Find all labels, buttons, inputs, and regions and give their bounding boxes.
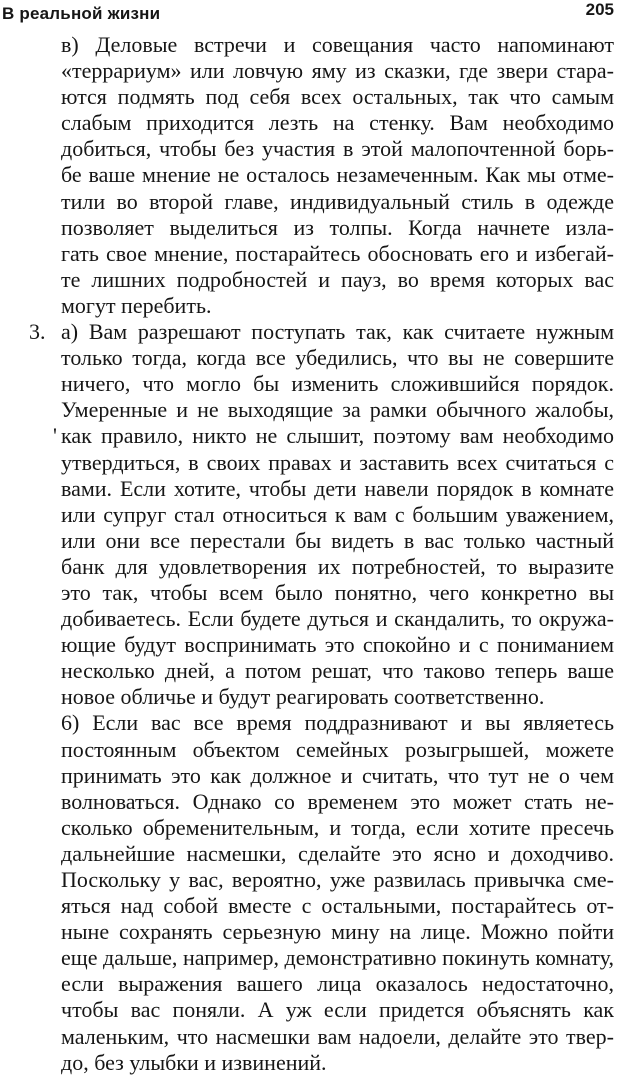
- text-line: дальнейшие насмешки, сделайте это ясно и доходчиво.: [61, 840, 614, 866]
- text-line: утвердиться, в своих правах и заставить всех считаться с: [61, 449, 614, 475]
- text-line: еще дальше, например, демонстративно покинуть комнату,: [61, 945, 614, 971]
- text-line: позволяет выделиться из толпы. Когда начнете изла-: [61, 214, 614, 240]
- text-line: ющие будут воспринимать это спокойно и с пониманием: [61, 632, 614, 658]
- text-line: банк для удовлетворения их потребностей, то выразите: [61, 553, 614, 579]
- text-line: вами. Если хотите, чтобы дети навели порядок в комнате: [61, 475, 614, 501]
- text-line: в) Деловые встречи и совещания часто напоминают: [61, 32, 614, 57]
- text-line: сколько обременительным, и тогда, если хотите пресечь: [61, 814, 614, 840]
- text-line: принимать это как должное и считать, что тут не о чем: [61, 762, 614, 788]
- text-line-content: как правило, никто не слышит, поэтому вам необходимо: [61, 423, 614, 449]
- text-line: если выражения вашего лица оказалось недостаточно,: [61, 971, 614, 997]
- text-line: маленьким, что насмешки вам надоели, делайте это твер-: [61, 1023, 614, 1049]
- text-line: гать свое мнение, постарайтесь обосновать его и избегай-: [61, 240, 614, 266]
- text-line: слабым приходится лезть на стенку. Вам необходимо: [61, 110, 614, 136]
- text-line: только тогда, когда все убедились, что вы не совершите: [61, 345, 614, 371]
- text-line: ничего, что могло бы изменить сложившийся порядок.: [61, 371, 614, 397]
- paragraph-v: [0, 32, 620, 319]
- text-line: или супруг стал относиться к вам с большим уважением,: [61, 501, 614, 527]
- text-line: добиваетесь. Если будете дуться и скандалить, то окружа-: [61, 606, 614, 632]
- text-line: ются подмять под себя всех остальных, так что самым: [61, 84, 614, 110]
- stray-mark: ': [53, 423, 57, 449]
- text-line: это так, чтобы всем было понятно, чего конкретно вы: [61, 579, 614, 605]
- text-line: добиться, чтобы без участия в этой малопочтенной борь-: [61, 136, 614, 162]
- page-number: 205: [585, 0, 614, 19]
- text-line: бе ваше мнение не осталось незамеченным. Как мы отме-: [61, 162, 614, 188]
- text-line: чтобы вас поняли. А уж если придется объяснять как: [61, 997, 614, 1023]
- paragraph-3b: [0, 710, 620, 1075]
- text-line: ныне сохранять серьезную мину на лице. Можно пойти: [61, 919, 614, 945]
- text-line: новое обличье и будут реагировать соответственно.: [61, 684, 545, 710]
- text-line: 6) Если вас все время поддразнивают и вы являетесь: [61, 710, 614, 736]
- text-line: Поскольку у вас, вероятно, уже развилась привычка сме-: [61, 867, 614, 892]
- text-line: постоянным объектом семейных розыгрышей, можете: [61, 736, 614, 762]
- text-line: те лишних подробностей и пауз, во время которых вас: [61, 266, 614, 292]
- text-line: до, без улыбки и извинений.: [61, 1049, 327, 1075]
- list-item-3: [0, 319, 620, 710]
- text-line: волноваться. Однако со временем это может стать не-: [61, 788, 614, 814]
- text-line: [29, 319, 614, 345]
- text-line: несколько дней, а потом решат, что таково теперь ваше: [61, 658, 614, 684]
- text-line: Умеренные и не выходящие за рамки обычного жалобы,: [61, 397, 614, 423]
- text-line: яться над собой вместе с остальными, постарайтесь от-: [61, 893, 614, 919]
- page-body: [0, 32, 620, 1076]
- text-line: или они все перестали бы видеть в вас только частный: [61, 527, 614, 553]
- text-line: [53, 423, 614, 449]
- text-line-content: а) Вам разрешают поступать так, как считаете нужным: [61, 319, 614, 345]
- text-line: тили во второй главе, индивидуальный стиль в одежде: [61, 188, 614, 214]
- text-line: могут перебить.: [61, 292, 212, 318]
- list-number: 3.: [29, 319, 46, 345]
- running-header-title: В реальной жизни: [2, 4, 161, 23]
- text-line: «террариум» или ловчую яму из сказки, где звери стара-: [61, 58, 614, 84]
